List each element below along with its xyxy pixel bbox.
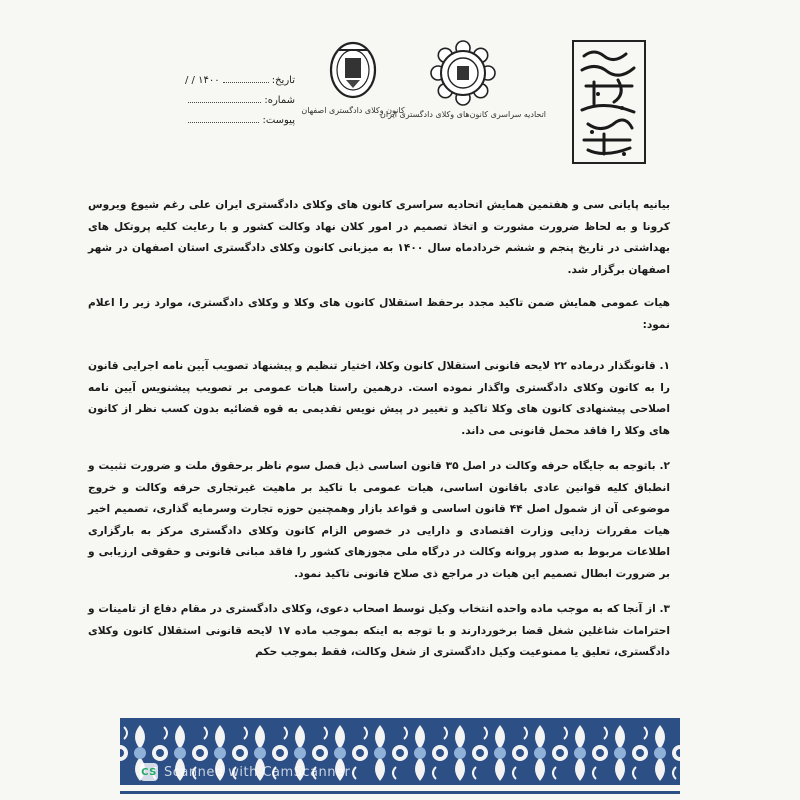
watermark-text: Scanned with CamScanner xyxy=(164,764,351,780)
logo2-caption: اتحادیه سراسری کانون‌های وکلای دادگستری ایران xyxy=(380,110,547,119)
date-row xyxy=(185,66,295,86)
number-dots xyxy=(188,102,261,103)
calligraphy-emblem-icon xyxy=(574,42,644,162)
isfahan-bar-emblem-icon xyxy=(328,40,378,102)
date-value: ۱۴۰۰ / / xyxy=(185,75,220,86)
decorative-tile-border xyxy=(120,718,680,794)
date-dots xyxy=(223,82,269,83)
letter-body xyxy=(88,195,670,678)
assembly-paragraph: هیات عمومی همایش ضمن تاکید مجدد برحفظ استقلال کانون های وکلا و وکلای دادگستری، موارد زیر را اعلام نمود: xyxy=(88,297,670,331)
resolution-item-1: ۱. قانونگذار درماده ۲۲ لایحه قانونی استقلال کانون وکلا، اختیار تنظیم و پیشنهاد تصویب آیین نامه اجرایی قانون را به کانون وکلای دادگستری واگذار نموده است. درهمین راستا هیات عمومی بر تصویب پیشنویس آیین نامه اصلاحی پیشنهادی کانون های وکلا تاکید و تغییر در پیش نویس تقدیمی به قوه قضائیه بدون کسب نظر از کانون های وکلا را فاقد محمل قانونی می داند. xyxy=(88,360,670,437)
union-logo xyxy=(380,40,547,119)
letter-header-fields xyxy=(185,66,295,126)
camscanner-watermark xyxy=(140,763,350,781)
date-label: تاریخ: xyxy=(271,75,295,86)
number-row xyxy=(185,86,295,106)
intro-paragraph: بیانیه پایانی سی و هفتمین همایش اتحادیه سراسری کانون های وکلای دادگستری ایران علی رغم شیوع ویروس کرونا و به لحاظ ضرورت مشورت و اتخاذ تصمیم در امور کلان نهاد وکالت کشور و با رعایت کلیه پروتکل های بهداشتی در تاریخ پنجم و ششم خردادماه سال ۱۴۰۰ به میزبانی کانون وکلای دادگستری استان اصفهان در شهر اصفهان برگزار شد. xyxy=(88,199,670,276)
isfahan-bar-logo xyxy=(298,40,408,115)
union-rosette-emblem-icon xyxy=(430,40,496,106)
attachment-label: پیوست: xyxy=(262,115,295,126)
resolution-item-2: ۲. باتوجه به جایگاه حرفه وکالت در اصل ۳۵ قانون اساسی ذیل فصل سوم ناظر برحقوق ملت و ضرورت تثبیت و انطباق کلیه قوانین عادی باقانون اساسی، هیات عمومی با تاکید بر ماهیت غیرتجاری حرفه وکالت و خروج موضوعی آن از شمول اصل ۴۴ قانون اساسی و قواعد بازار وهمچنین حوزه تجارت وسرمایه گذاری، تصمیم اخیر هیات مقررات زدایی وزارت اقتصادی و دارایی در خصوص الزام کانون وکلای دادگستری مرکز به بارگزاری اطلاعات مربوط به صدور پروانه وکالت در درگاه ملی مجوزهای کشور را فاقد مبانی قانونی و حقوقی ارزیابی و بر ضرورت ابطال تصمیم این هیات در مراجع ذی صلاح قانونی تاکید نمود. xyxy=(88,460,670,580)
attachment-row xyxy=(185,106,295,126)
calligraphy-logo xyxy=(572,40,646,164)
number-label: شماره: xyxy=(264,95,295,106)
camscanner-logo-icon: CS xyxy=(140,763,158,781)
logo1-caption: کانون وکلای دادگستری اصفهان xyxy=(301,106,405,115)
resolution-item-3: ۳. از آنجا که به موجب ماده واحده انتخاب وکیل توسط اصحاب دعوی، وکلای دادگستری در مقام دفاع از تامینات و احترامات شاغلین شغل قضا برخوردارند و با توجه به اینکه بموجب ماده ۱۷ لایحه قانونی استقلال کانون وکلای دادگستری، تعلیق یا ممنوعیت وکیل دادگستری از شغل وکالت، فقط بموجب حکم xyxy=(88,603,670,658)
attachment-dots xyxy=(188,122,259,123)
